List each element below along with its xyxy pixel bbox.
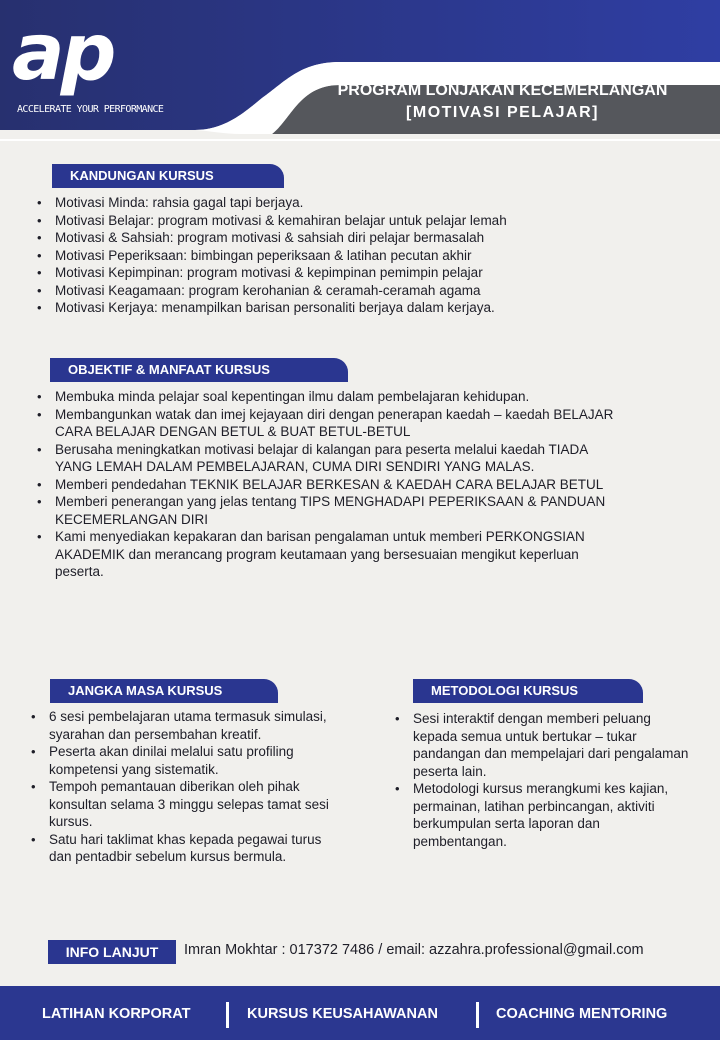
list-item: • Memberi penerangan yang jelas tentang TIPS MENGHADAPI PEPERIKSAAN & PANDUAN KECEMERLANGAN DIRI [33, 493, 623, 528]
footer-item-kursus-keusahawanan: KURSUS KEUSAHAWANAN [247, 1006, 438, 1022]
metodologi-list [391, 710, 696, 850]
footer [0, 986, 720, 1040]
list-item: • Tempoh pemantauan diberikan oleh pihak konsultan selama 3 minggu selepas tamat sesi kursus. [27, 778, 347, 831]
program-title-line1: PROGRAM LONJAKAN KECEMERLANGAN [337, 82, 668, 99]
footer-item-latihan-korporat: LATIHAN KORPORAT [42, 1006, 191, 1022]
list-item: • Motivasi Keagamaan: program kerohanian & ceramah-ceramah agama [33, 282, 673, 300]
jangka-masa-heading: JANGKA MASA KURSUS [50, 679, 278, 703]
list-item: • Metodologi kursus merangkumi kes kajian, permainan, latihan perbincangan, aktiviti berkumpulan serta laporan dan pembentangan. [391, 780, 696, 850]
footer-divider [476, 1002, 479, 1028]
list-item: • Berusaha meningkatkan motivasi belajar di kalangan para peserta melalui kaedah TIADA YANG LEMAH DALAM PEMBELAJARAN, CUMA DIRI SENDIRI YANG MALAS. [33, 441, 623, 476]
list-item: • Kami menyediakan kepakaran dan barisan pengalaman untuk memberi PERKONGSIAN AKADEMIK dan merancang program keutamaan yang bersesuaian mengikut keperluan peserta. [33, 528, 623, 581]
header [0, 0, 720, 150]
footer-divider [226, 1002, 229, 1028]
list-item: • Peserta akan dinilai melalui satu profiling kompetensi yang sistematik. [27, 743, 347, 778]
footer-item-coaching-mentoring: COACHING MENTORING [496, 1006, 668, 1022]
list-item: • Motivasi Peperiksaan: bimbingan peperiksaan & latihan pecutan akhir [33, 247, 673, 265]
list-item: • Satu hari taklimat khas kepada pegawai turus dan pentadbir sebelum kursus bermula. [27, 831, 347, 866]
objektif-list [33, 388, 623, 581]
metodologi-heading: METODOLOGI KURSUS [413, 679, 643, 703]
list-item: • Membuka minda pelajar soal kepentingan ilmu dalam pembelajaran kehidupan. [33, 388, 623, 406]
list-item: • Sesi interaktif dengan memberi peluang kepada semua untuk bertukar – tukar pandangan dan mempelajari dari pengalaman peserta lain. [391, 710, 696, 780]
program-title [290, 80, 715, 124]
jangka-masa-list [27, 708, 347, 866]
list-item: • Motivasi Kepimpinan: program motivasi & kepimpinan pemimpin pelajar [33, 264, 673, 282]
list-item: • Memberi pendedahan TEKNIK BELAJAR BERKESAN & KAEDAH CARA BELAJAR BETUL [33, 476, 623, 494]
list-item: • Membangunkan watak dan imej kejayaan diri dengan penerapan kaedah – kaedah BELAJAR CARA BELAJAR DENGAN BETUL & BUAT BETUL-BETUL [33, 406, 623, 441]
logo: ap [12, 8, 113, 98]
objektif-heading: OBJEKTIF & MANFAAT KURSUS [50, 358, 348, 382]
list-item: • Motivasi Belajar: program motivasi & kemahiran belajar untuk pelajar lemah [33, 212, 673, 230]
logo-tagline: ACCELERATE YOUR PERFORMANCE [17, 104, 164, 115]
list-item: • Motivasi Minda: rahsia gagal tapi berjaya. [33, 194, 673, 212]
list-item: • Motivasi & Sahsiah: program motivasi & sahsiah diri pelajar bermasalah [33, 229, 673, 247]
info-label: INFO LANJUT [48, 940, 176, 964]
program-title-line2: [MOTIVASI PELAJAR] [406, 104, 599, 121]
kandungan-heading: KANDUNGAN KURSUS [52, 164, 284, 188]
list-item: • 6 sesi pembelajaran utama termasuk simulasi, syarahan dan persembahan kreatif. [27, 708, 347, 743]
list-item: • Motivasi Kerjaya: menampilkan barisan personaliti berjaya dalam kerjaya. [33, 299, 673, 317]
contact-info: Imran Mokhtar : 017372 7486 / email: azzahra.professional@gmail.com [184, 942, 644, 958]
kandungan-list [33, 194, 673, 317]
